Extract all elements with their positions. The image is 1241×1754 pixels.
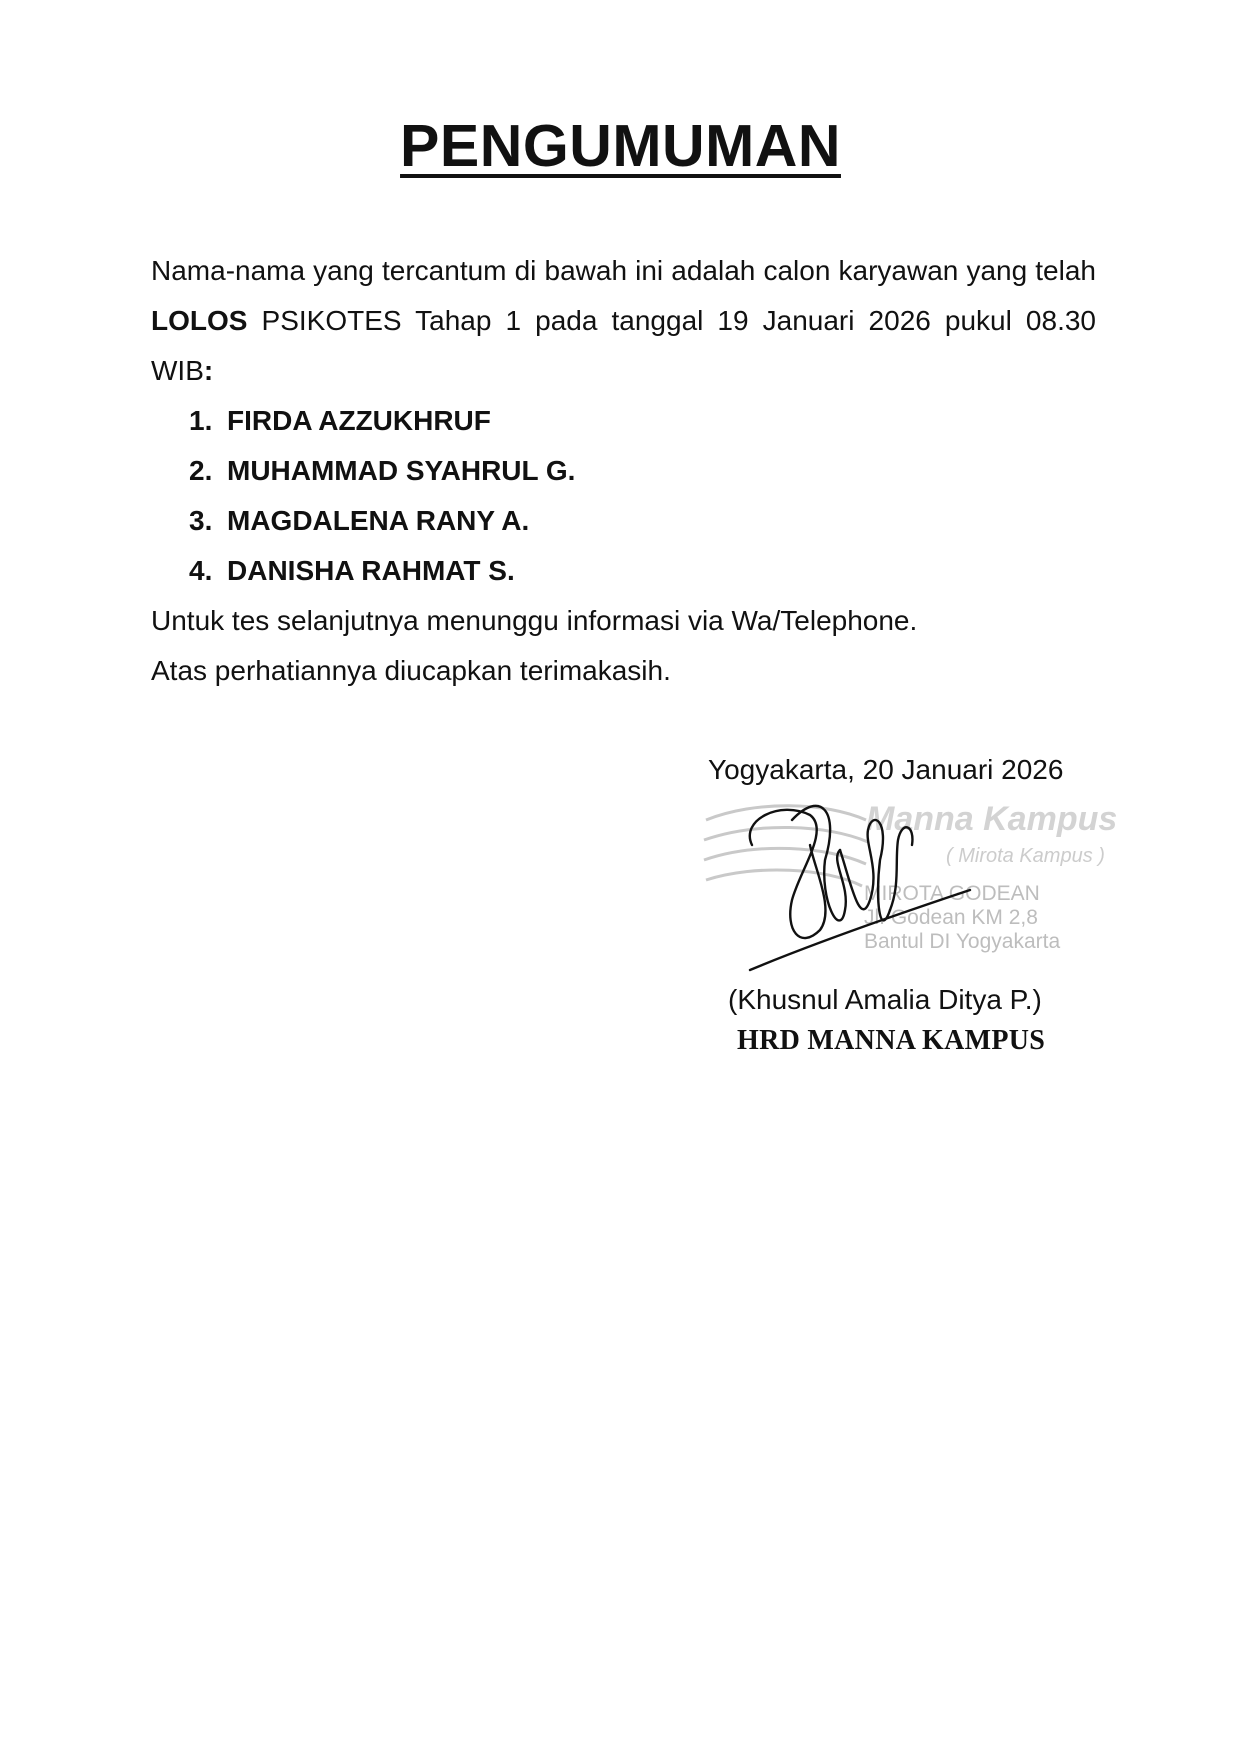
note-paragraph: Untuk tes selanjutnya menunggu informasi via Wa/Telephone. <box>151 605 918 636</box>
page-title <box>0 112 1241 180</box>
candidate-name: FIRDA AZZUKHRUF <box>227 405 491 436</box>
intro-emphasis: LOLOS <box>151 305 248 336</box>
candidate-item <box>151 396 1096 446</box>
candidate-item <box>151 446 1096 496</box>
stamp-line-5: Bantul DI Yogyakarta <box>864 930 1061 953</box>
intro-paragraph <box>151 246 1096 396</box>
announcement-body <box>151 246 1096 696</box>
candidate-number: 2. <box>189 455 213 486</box>
stamp-line-1: Manna Kampus <box>866 800 1118 838</box>
closing-paragraph: Atas perhatiannya diucapkan terimakasih. <box>151 655 671 686</box>
candidate-name: DANISHA RAHMAT S. <box>227 555 515 586</box>
signer-title: HRD MANNA KAMPUS <box>737 1025 1046 1056</box>
candidate-number: 4. <box>189 555 213 586</box>
stamp-line-2: ( Mirota Kampus ) <box>946 845 1105 867</box>
candidate-item <box>151 496 1096 546</box>
candidate-name: MAGDALENA RANY A. <box>227 505 530 536</box>
candidate-number: 1. <box>189 405 213 436</box>
candidate-list <box>151 396 1096 596</box>
intro-colon: : <box>203 355 214 386</box>
title-text: PENGUMUMAN <box>400 113 841 179</box>
signer-name: (Khusnul Amalia Ditya P.) <box>728 984 1042 1015</box>
stamp-line-4: Jl. Godean KM 2,8 <box>864 906 1038 929</box>
signature-icon <box>730 790 990 990</box>
intro-text-2: PSIKOTES Tahap 1 pada tanggal 19 Januari 2026 pukul 08.30 WIB <box>151 305 1096 386</box>
place-date: Yogyakarta, 20 Januari 2026 <box>708 754 1064 785</box>
candidate-name: MUHAMMAD SYAHRUL G. <box>227 455 576 486</box>
candidate-number: 3. <box>189 505 213 536</box>
stamp-line-3: MIROTA GODEAN <box>864 882 1040 905</box>
intro-text-1: Nama-nama yang tercantum di bawah ini adalah calon karyawan yang telah <box>151 255 1096 286</box>
candidate-item <box>151 546 1096 596</box>
